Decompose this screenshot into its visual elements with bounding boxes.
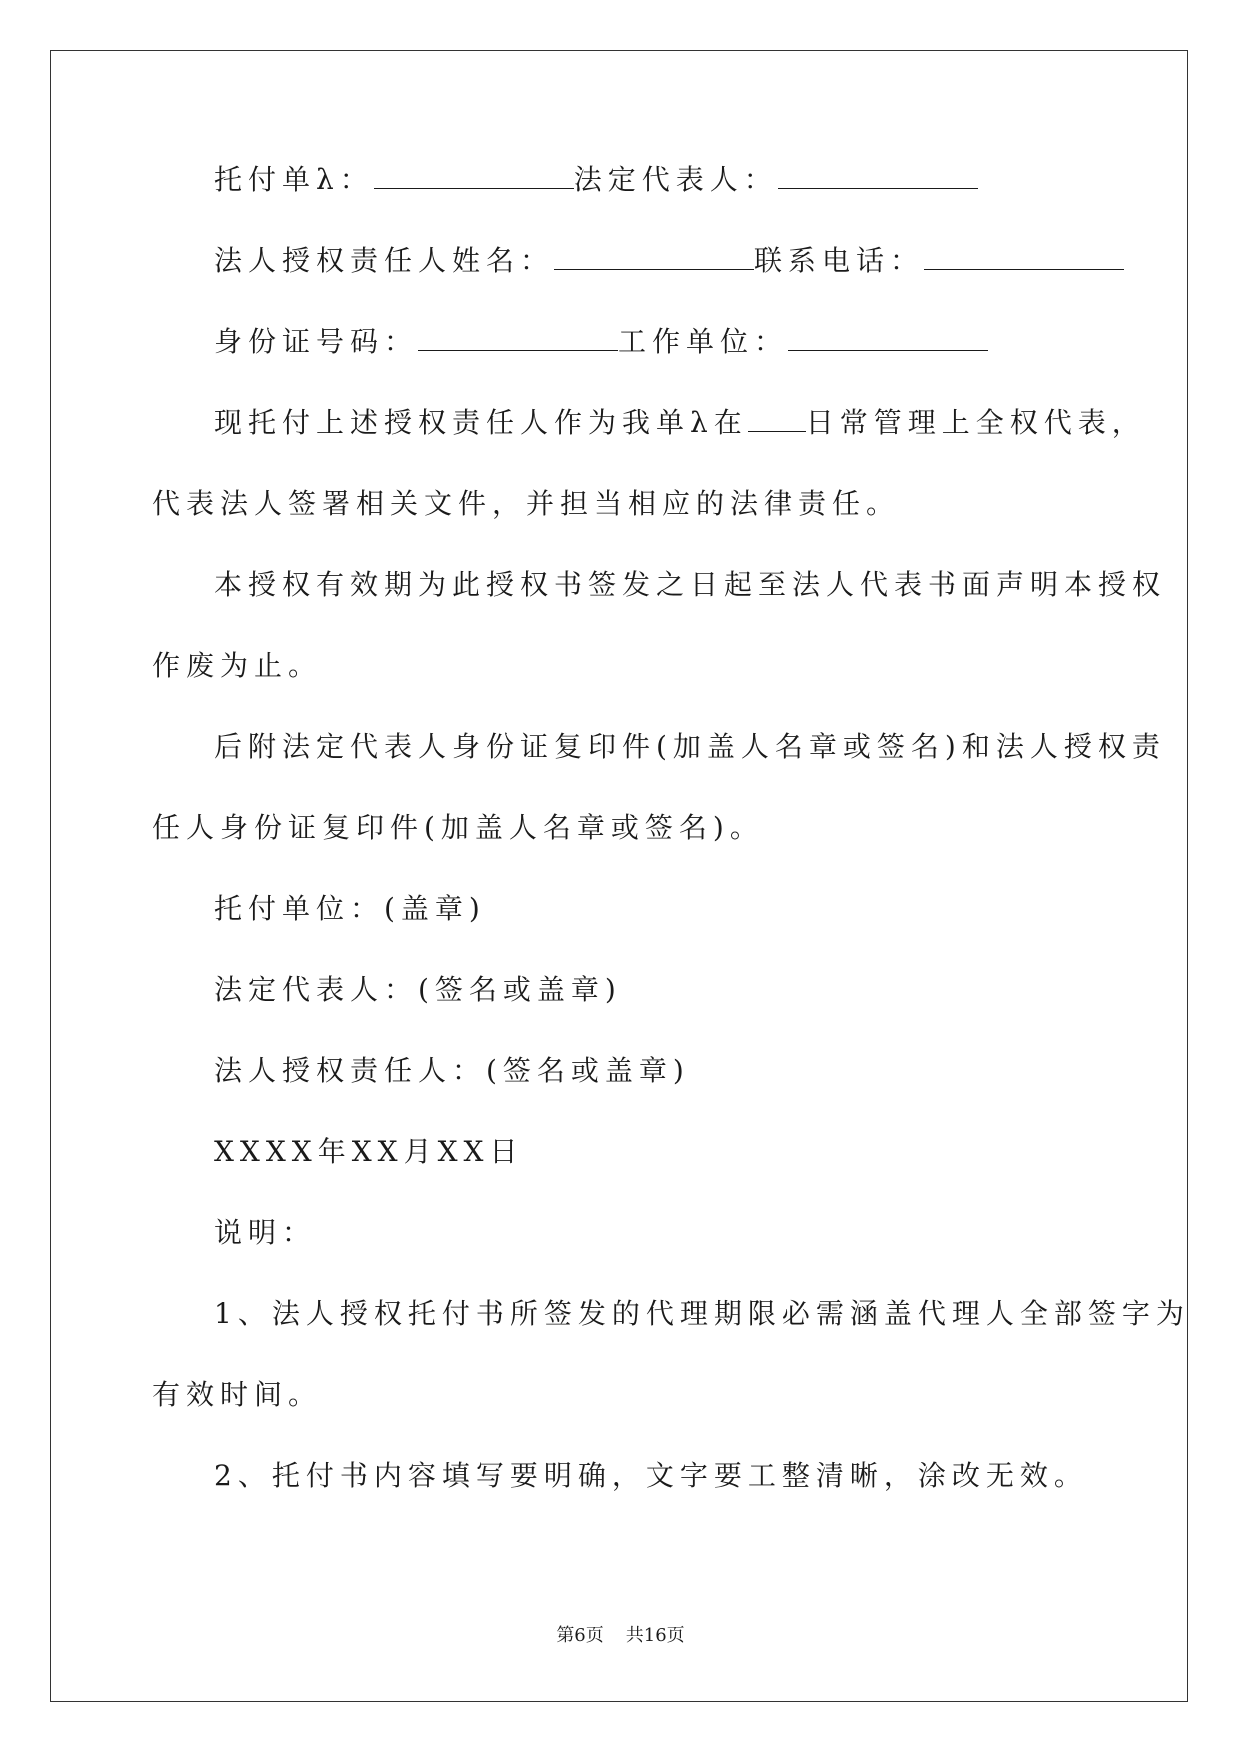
notes-title: 说明： [214,1216,317,1249]
unit-blank[interactable] [374,160,574,189]
signature-date: XXXX年XX月XX日 [214,1135,524,1168]
note-1-line-1: 1、法人授权托付书所签发的代理期限必需涵盖代理人全部签字为 [214,1297,1190,1330]
scope-blank[interactable] [748,403,806,432]
id-blank[interactable] [418,322,618,351]
agent-name-blank[interactable] [554,241,754,270]
unit-label: 托付单λ： [214,163,374,196]
workplace-label: 工作单位： [618,325,789,358]
paragraph-attachment-line-1: 后附法定代表人身份证复印件(加盖人名章或签名)和法人授权责 [214,730,1166,763]
note-1-line-2: 有效时间。 [152,1378,323,1411]
phone-blank[interactable] [924,241,1124,270]
unit-legal-rep-line [152,160,1102,241]
paragraph-attachment-line-2: 任人身份证复印件(加盖人名章或签名)。 [152,811,764,844]
paragraph-authorization-line-1 [152,403,1146,484]
paragraph-validity-line-2: 作废为止。 [152,649,323,682]
page-total: 共16页 [625,1625,685,1646]
agent-name-label: 法人授权责任人姓名： [214,244,555,277]
legal-rep-label: 法定代表人： [573,163,778,196]
signature-legal-rep: 法定代表人：(签名或盖章) [214,973,622,1006]
id-workplace-line [152,322,1102,403]
paragraph-text: 日常管理上全权代表， [805,406,1146,439]
page-footer [0,1621,1241,1647]
agent-phone-line [152,241,1102,322]
id-label: 身份证号码： [214,325,419,358]
paragraph-text: 现托付上述授权责任人作为我单λ在 [214,406,748,439]
paragraph-authorization-line-2: 代表法人签署相关文件，并担当相应的法律责任。 [152,487,901,520]
note-2: 2、托付书内容填写要明确，文字要工整清晰，涂改无效。 [214,1459,1088,1492]
paragraph-validity-line-1: 本授权有效期为此授权书签发之日起至法人代表书面声明本授权 [214,568,1167,601]
document-body [152,160,1190,1537]
signature-agent: 法人授权责任人：(签名或盖章) [214,1054,690,1087]
workplace-blank[interactable] [788,322,988,351]
phone-label: 联系电话： [754,244,925,277]
page-number: 第6页 [556,1625,604,1646]
legal-rep-blank[interactable] [778,160,978,189]
signature-unit: 托付单位：(盖章) [214,892,486,925]
